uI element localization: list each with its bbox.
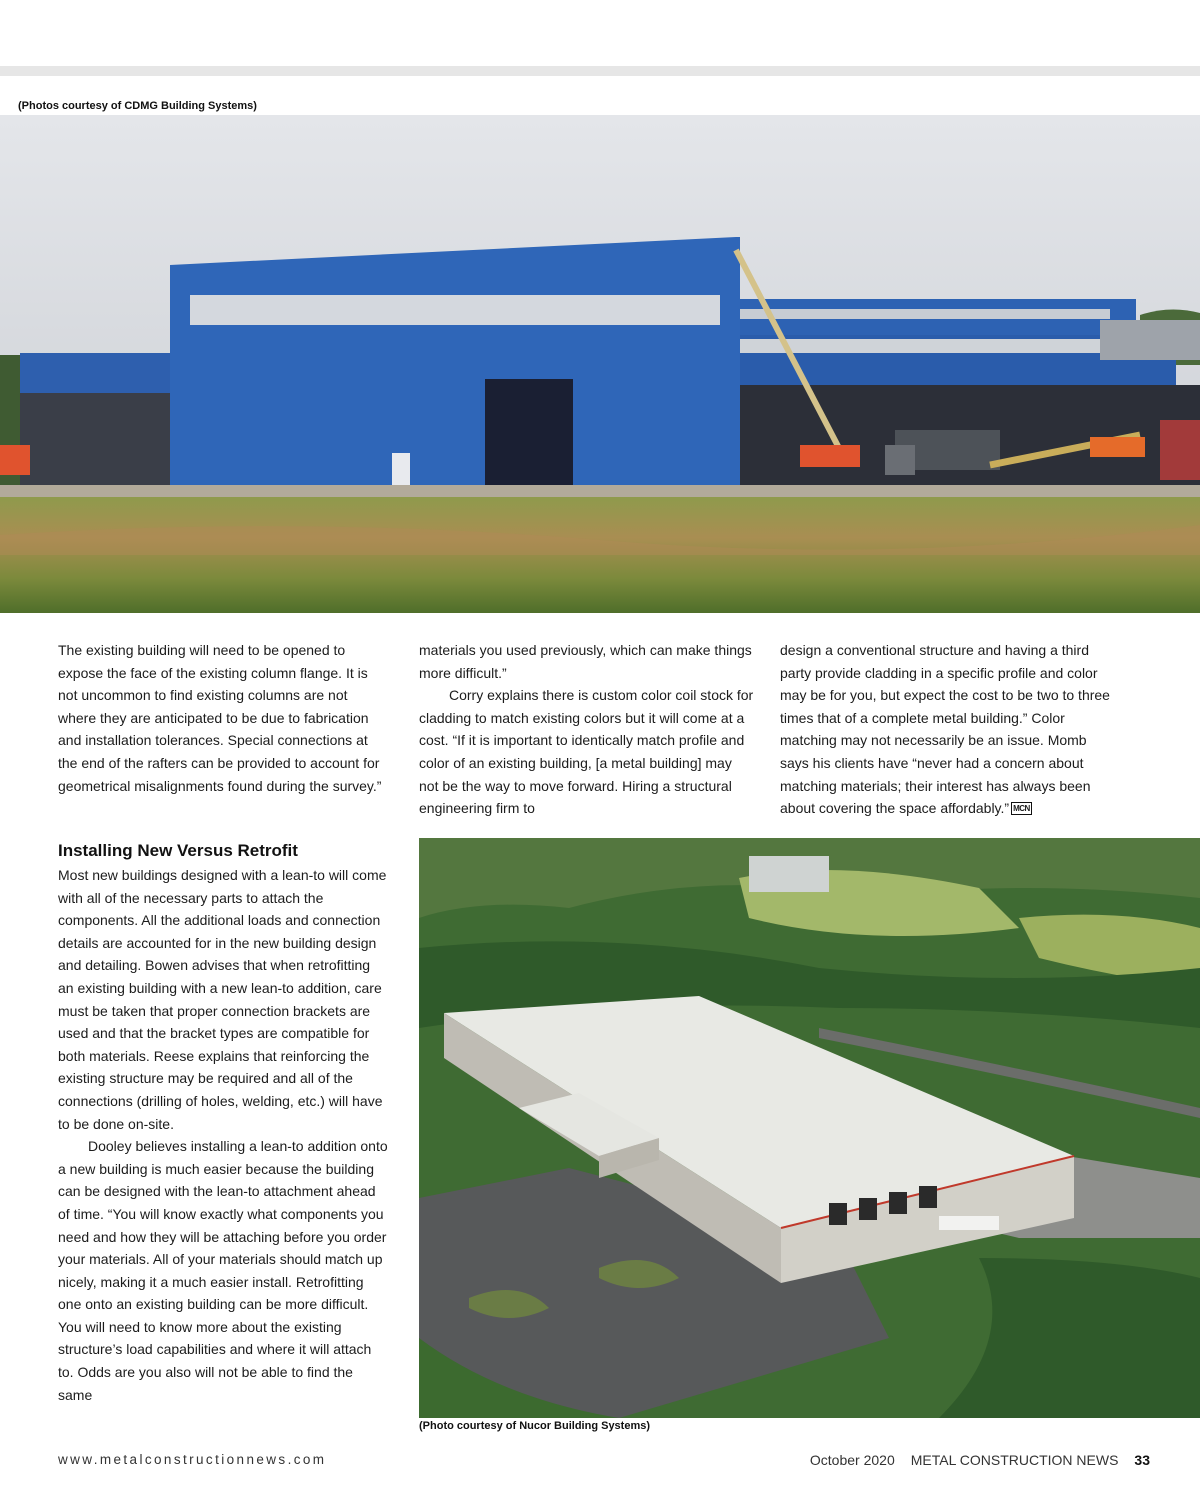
footer-publication: METAL CONSTRUCTION NEWS	[910, 1452, 1119, 1468]
column-1-section	[58, 840, 388, 1406]
top-photo-credit: (Photos courtesy of CDMG Building Systems)	[18, 100, 257, 112]
column-2	[419, 639, 755, 820]
bottom-photo-credit: (Photo courtesy of Nucor Building Systems)	[419, 1420, 651, 1432]
body-paragraph: The existing building will need to be opened to expose the face of the existing column flange. It is not uncommon to find existing columns are not where they are anticipated to be due to fabrication and installation tolerances. Special connections at the end of the rafters can be provided to account for geometrical misalignments found during the survey.”	[58, 642, 382, 794]
body-paragraph: Most new buildings designed with a lean-to will come with all of the necessary parts to attach the components. All the additional loads and connection details are accounted for in the new building design and detailing. Bowen advises that when retrofitting an existing building with a new lean-to addition, care must be taken that proper connection brackets are used and that the bracket types are compatible for both materials. Reese explains that reinforcing the existing structure may be required and all of the connections (drilling of holes, welding, etc.) will have to be done on-site.	[58, 867, 387, 1132]
body-paragraph	[780, 639, 1118, 820]
body-paragraph: Dooley believes installing a lean-to addition onto a new building is much easier because the building can be designed with the lean-to attachment ahead of time. “You will know exactly what components you need and how they will be attaching before you order your materials. All of your materials should match up nicely, making it a much easier install. Retrofitting one onto an existing building can be more difficult. You will need to know more about the existing structure’s load capabilities and where it will attach to. Odds are you also will not be able to find the same	[58, 1138, 388, 1403]
page-number: 33	[1134, 1452, 1150, 1468]
footer-date: October 2020	[809, 1452, 895, 1468]
body-paragraph: Corry explains there is custom color coil stock for cladding to match existing colors but it will come at a cost. “If it is important to identically match profile and color of an existing building, [a metal building] may not be the way to move forward. Hiring a structural engineering firm to	[419, 687, 754, 817]
column-1-top	[58, 639, 388, 797]
footer-website: www.metalconstructionnews.com	[58, 1452, 327, 1467]
metal-building-photo	[0, 115, 1200, 613]
section-heading: Installing New Versus Retrofit	[58, 841, 298, 860]
mcn-end-mark: MCN	[1013, 804, 1030, 814]
column-3	[780, 639, 1118, 820]
body-text: design a conventional structure and having a third party provide cladding in a specific profile and color may be for you, but expect the cost to be two to three times that of a complete metal building.” Color matching may not necessarily be an issue. Momb says his clients have “never had a concern about matching materials; their interest has always been about covering the space affordably.”	[780, 642, 1110, 817]
footer-issue-info	[794, 1452, 1150, 1468]
top-rule	[0, 66, 1200, 76]
aerial-facility-photo	[419, 838, 1200, 1418]
body-paragraph: materials you used previously, which can make things more difficult.”	[419, 642, 752, 681]
